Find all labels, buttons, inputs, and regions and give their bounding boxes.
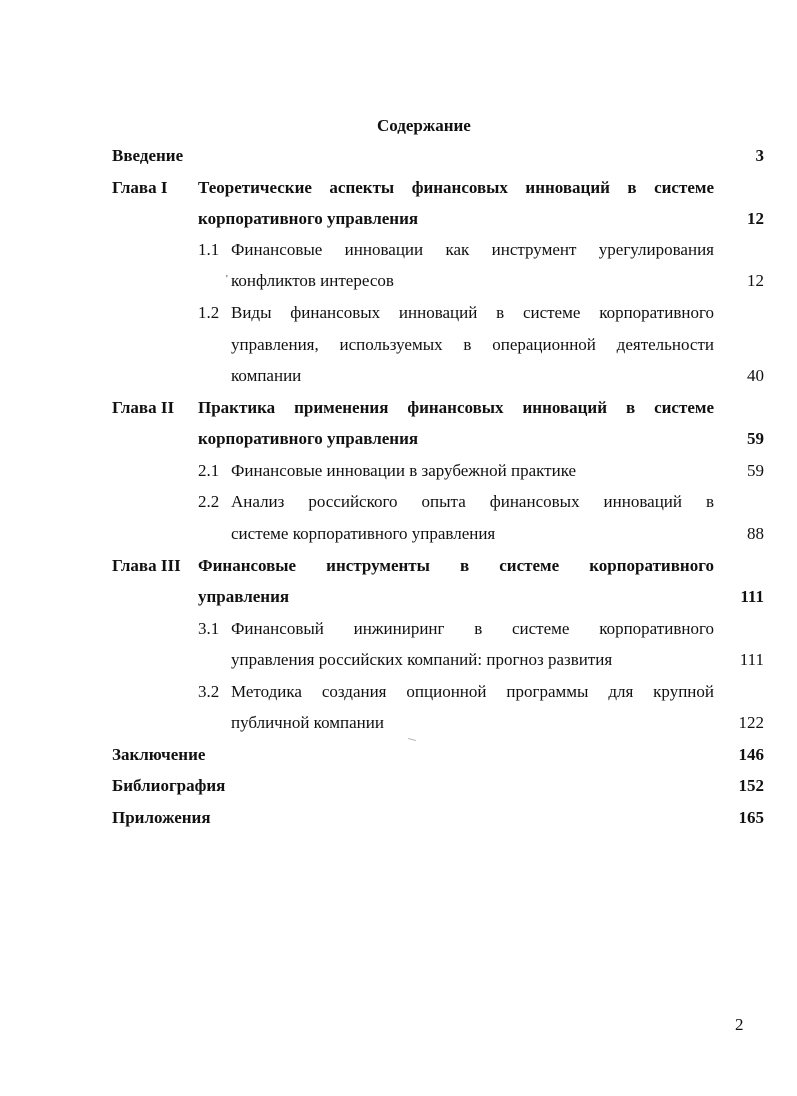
chapter1-title-line2: корпоративного управления [198,209,419,228]
chapter3-title-line2: управления [198,587,290,606]
section-1-2-line1: Виды финансовых инноваций в системе корпоративного [231,303,714,322]
section-3-1-line1: Финансовый инжиниринг в системе корпоративного [231,619,714,638]
section-2-1-line1: Финансовые инновации в зарубежной практике [231,461,577,480]
toc-intro-label: Введение [112,146,184,165]
chapter2-page: 59 [747,429,764,448]
section-2-2-line1: Анализ российского опыта финансовых инноваций в [231,492,714,511]
chapter1-title-line1: Теоретические аспекты финансовых инноваций в системе [198,178,714,197]
toc-conclusion-page: 146 [738,745,764,764]
chapter3-page: 111 [740,587,764,606]
section-1-2-line3: компании [231,366,302,385]
section-1-1-page: 12 [747,271,764,290]
chapter1-label: Глава I [112,178,168,197]
section-1-2-number: 1.2 [198,303,220,322]
scan-speck [408,738,416,741]
toc-bibliography-label: Библиография [112,776,226,795]
toc-conclusion-label: Заключение [112,745,206,764]
section-3-2-number: 3.2 [198,682,220,701]
toc-bibliography-page: 152 [738,776,764,795]
section-3-2-page: 122 [738,713,764,732]
section-3-1-number: 3.1 [198,619,220,638]
toc-intro-page: 3 [755,146,764,165]
section-1-1-number: 1.1 [198,240,220,259]
chapter3-title-line1: Финансовые инструменты в системе корпоративного [198,556,714,575]
section-2-1-page: 59 [747,461,764,480]
section-2-1-number: 2.1 [198,461,220,480]
section-3-1-line2: управления российских компаний: прогноз развития [231,650,613,669]
section-2-2-line2: системе корпоративного управления [231,524,496,543]
section-1-2-page: 40 [747,366,764,385]
chapter1-page: 12 [747,209,764,228]
section-3-2-line2: публичной компании [231,713,384,732]
section-3-2-line1: Методика создания опционной программы для крупной [231,682,714,701]
page-number: 2 [735,1015,744,1034]
section-3-1-page: 111 [739,650,764,669]
scan-mark: ' [226,274,228,285]
section-1-1-line2: конфликтов интересов [231,271,394,290]
section-2-2-number: 2.2 [198,492,220,511]
chapter2-title-line1: Практика применения финансовых инноваций в системе [198,398,714,417]
section-2-2-page: 88 [747,524,764,543]
toc-appendices-page: 165 [738,808,764,827]
toc-title: Содержание [377,116,471,135]
chapter2-title-line2: корпоративного управления [198,429,419,448]
section-1-2-line2: управления, используемых в операционной деятельности [231,335,714,354]
section-1-1-line1: Финансовые инновации как инструмент урегулирования [231,240,714,259]
chapter2-label: Глава II [112,398,175,417]
toc-appendices-label: Приложения [112,808,211,827]
chapter3-label: Глава III [112,556,181,575]
